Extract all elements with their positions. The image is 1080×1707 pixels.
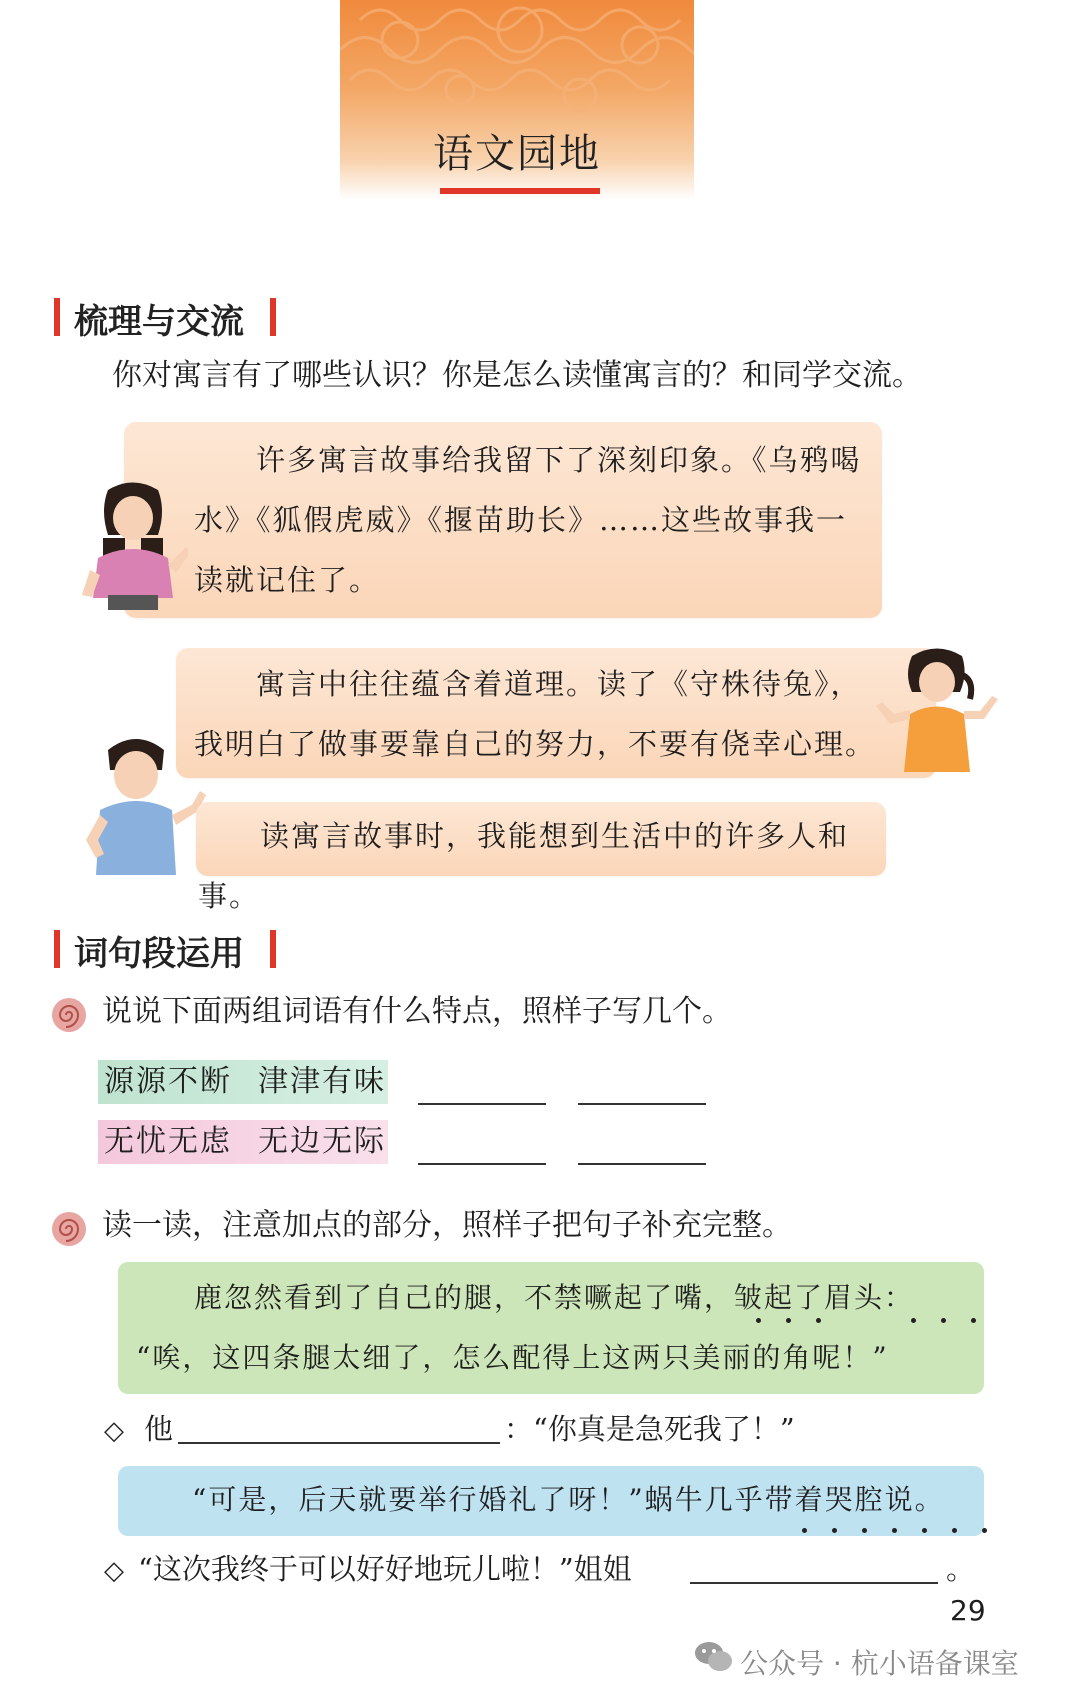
section2-bar-left xyxy=(54,930,60,968)
section1-prompt: 你对寓言有了哪些认识？你是怎么读懂寓言的？和同学交流。 xyxy=(112,358,922,393)
page-title: 语文园地 xyxy=(433,131,601,177)
answer-blank-1[interactable] xyxy=(418,1103,546,1105)
answer-blank-2[interactable] xyxy=(578,1103,706,1105)
bubble-1-line-1: 许多寓言故事给我留下了深刻印象。《乌鸦喝 xyxy=(194,443,862,477)
item1-prompt: 说说下面两组词语有什么特点，照样子写几个。 xyxy=(102,994,732,1029)
section-bar-right xyxy=(270,298,276,336)
bubble-3-line-1: 读寓言故事时，我能想到生活中的许多人和事。 xyxy=(198,819,850,913)
word-2: 津津有味 xyxy=(258,1064,386,1099)
girl-avatar-icon xyxy=(78,480,188,610)
word-group-green xyxy=(98,1060,388,1104)
word-4: 无边无际 xyxy=(258,1124,386,1159)
wechat-icon xyxy=(694,1640,734,1674)
fill1-prefix: 他 xyxy=(144,1412,174,1446)
bubble-2-line-1: 寓言中往往蕴含着道理。读了《守株待兔》， xyxy=(194,667,862,701)
section-title-words: 词句段运用 xyxy=(74,934,244,974)
example-box-snail xyxy=(118,1466,984,1536)
section2-bar-right xyxy=(270,930,276,968)
page-number: 29 xyxy=(950,1594,986,1627)
bubble-2-line-2: 我明白了做事要靠自己的努力，不要有侥幸心理。 xyxy=(194,727,877,761)
speech-bubble-2 xyxy=(176,648,936,778)
example2-text: “可是，后天就要举行婚礼了呀！”蜗牛几乎带着哭腔说。 xyxy=(192,1483,945,1516)
word-3: 无忧无虑 xyxy=(104,1124,232,1159)
fill1-suffix: ：“你真是急死我了！” xyxy=(504,1412,795,1446)
example1-line1: 鹿忽然看到了自己的腿，不禁噘起了嘴，皱起了眉头： xyxy=(194,1281,915,1314)
diamond-bullet-icon: ◇ xyxy=(104,1416,124,1446)
section-title-sorting: 梳理与交流 xyxy=(74,302,244,342)
word-1: 源源不断 xyxy=(104,1064,232,1099)
title-underline xyxy=(440,188,600,194)
answer-blank-3[interactable] xyxy=(418,1163,546,1165)
watermark-text: 公众号 · 杭小语备课室 xyxy=(740,1647,1019,1680)
spiral-bullet-icon-2 xyxy=(52,1212,86,1246)
boy-avatar-icon xyxy=(76,730,216,880)
fill2-suffix: 。 xyxy=(946,1552,976,1586)
word-group-pink xyxy=(98,1120,388,1164)
diamond-bullet-icon-2: ◇ xyxy=(104,1556,124,1586)
section-bar-left xyxy=(54,298,60,336)
example-box-deer xyxy=(118,1262,984,1394)
fill2-prefix: “这次我终于可以好好地玩儿啦！”姐姐 xyxy=(138,1552,632,1586)
spiral-bullet-icon xyxy=(52,998,86,1032)
bubble-1-line-2: 水》《狐假虎威》《揠苗助长》……这些故事我一 xyxy=(194,503,848,537)
answer-blank-4[interactable] xyxy=(578,1163,706,1165)
example1-line2: “唉，这四条腿太细了，怎么配得上这两只美丽的角呢！” xyxy=(136,1341,889,1374)
speech-bubble-1 xyxy=(124,422,882,618)
item2-prompt: 读一读，注意加点的部分，照样子把句子补充完整。 xyxy=(102,1208,792,1243)
girl-ponytail-avatar-icon xyxy=(872,644,1002,774)
speech-bubble-3 xyxy=(196,802,886,913)
bubble-1-line-3: 读就记住了。 xyxy=(194,563,381,597)
fill2-blank[interactable] xyxy=(690,1582,938,1584)
fill1-blank[interactable] xyxy=(178,1442,500,1444)
